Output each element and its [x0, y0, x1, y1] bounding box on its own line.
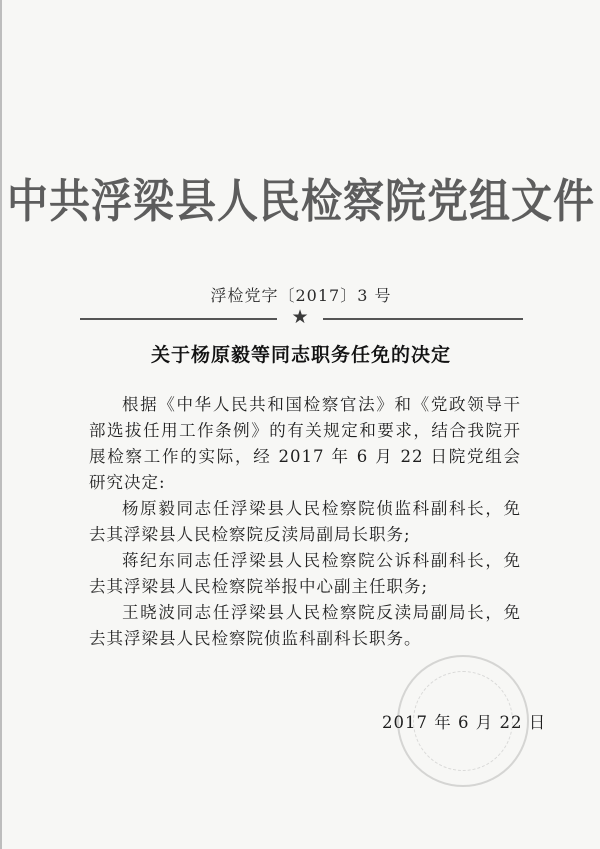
body-paragraph: 蒋纪东同志任浮梁县人民检察院公诉科副科长，免去其浮梁县人民检察院举报中心副主任职务; [89, 551, 521, 596]
document-body [89, 392, 521, 652]
body-paragraph: 王晓波同志任浮梁县人民检察院反渎局副局长，免去其浮梁县人民检察院侦监科副科长职务。 [89, 603, 521, 648]
header-divider-right [323, 318, 523, 320]
body-paragraph: 杨原毅同志任浮梁县人民检察院侦监科副科长，免去其浮梁县人民检察院反渎局副局长职务; [89, 499, 521, 544]
signature-date: 2017 年 6 月 22 日 [382, 713, 547, 732]
document-number: 浮检党字〔2017〕3 号 [210, 286, 392, 305]
star-icon: ★ [291, 306, 309, 328]
document-header-title: 中共浮梁县人民检察院党组文件 [7, 174, 595, 229]
body-paragraph: 根据《中华人民共和国检察官法》和《党政领导干部选拔任用工作条例》的有关规定和要求，结合我院开展检察工作的实际，经 2017 年 6 月 22 日院党组会研究决定: [89, 395, 521, 492]
document-subject: 关于杨原毅等同志职务任免的决定 [150, 344, 451, 366]
header-divider-left [80, 318, 277, 320]
